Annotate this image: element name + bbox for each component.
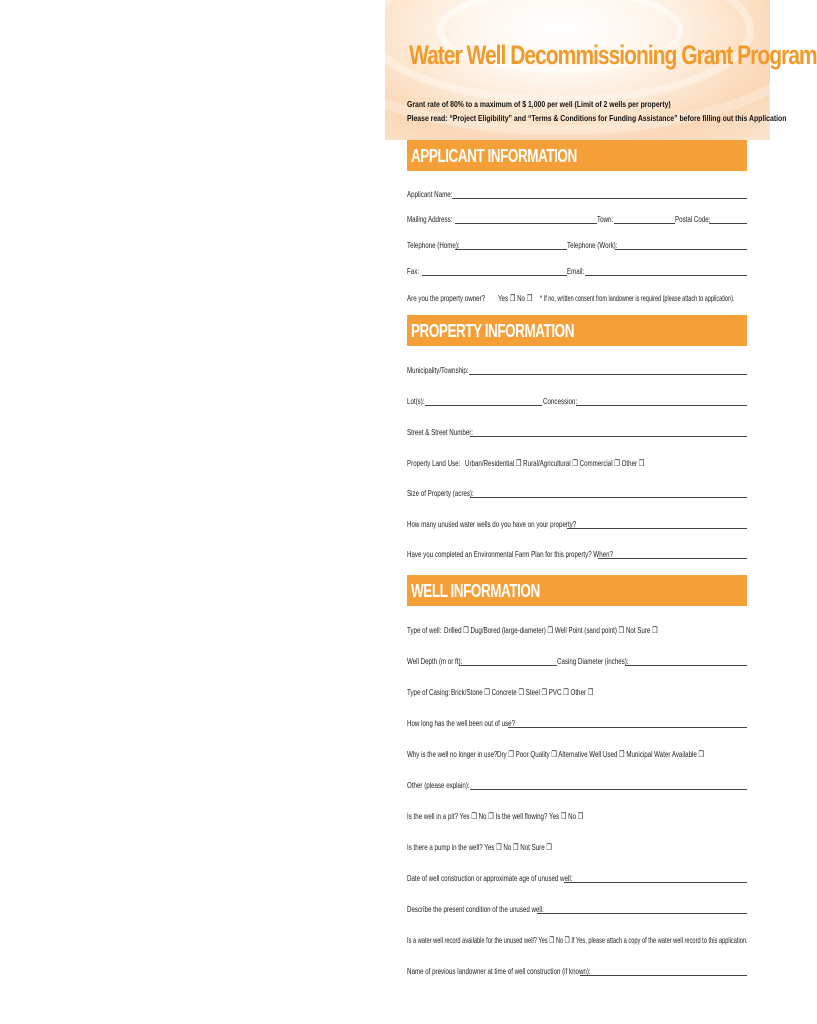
concession-field[interactable] — [576, 405, 747, 406]
mailing-address-field[interactable] — [455, 223, 597, 224]
other-explain-field[interactable] — [470, 789, 747, 790]
farm-plan-field[interactable] — [598, 558, 747, 559]
previous-owner-field[interactable] — [580, 975, 747, 976]
unused-wells-label: How many unused water wells do you have on your property? — [407, 519, 577, 529]
land-use-row — [407, 458, 747, 470]
form-title: Water Well Decommissioning Grant Program — [409, 40, 817, 70]
street-label: Street & Street Number: — [407, 427, 474, 437]
fax-field[interactable] — [422, 275, 567, 276]
well-type-checkboxes[interactable]: Drilled ❒ Dug/Bored (large-diameter) ❒ Well Point (sand point) ❒ Not Sure ❒ — [444, 625, 658, 635]
property-owner-question: Are you the property owner? — [407, 293, 486, 303]
property-size-label: Size of Property (acres): — [407, 488, 474, 498]
land-use-label: Property Land Use: — [407, 458, 461, 468]
unused-wells-row — [407, 519, 747, 531]
property-size-field[interactable] — [470, 497, 747, 498]
telephone-home-label: Telephone (Home): — [407, 240, 460, 250]
applicant-name-label: Applicant Name: — [407, 189, 453, 199]
out-of-use-label: How long has the well been out of use? — [407, 718, 516, 728]
casing-type-row — [407, 687, 747, 699]
well-record-question[interactable]: Is a water well record available for the unused well? Yes ❒ No ❒ If Yes, please attach a copy of the water well record to this application. — [407, 935, 748, 945]
telephone-home-field[interactable] — [455, 249, 567, 250]
applicant-name-field[interactable] — [452, 198, 747, 199]
why-not-used-row — [407, 749, 747, 761]
applicant-section-header — [407, 140, 747, 171]
well-depth-field[interactable] — [459, 665, 557, 666]
fax-email-row — [407, 266, 747, 278]
well-depth-row — [407, 656, 747, 668]
applicant-name-row — [407, 189, 747, 201]
postal-code-field[interactable] — [709, 223, 747, 224]
pit-flowing-row — [407, 811, 747, 823]
unused-wells-field[interactable] — [567, 528, 747, 529]
other-explain-row — [407, 780, 747, 792]
lots-field[interactable] — [425, 405, 542, 406]
street-field[interactable] — [470, 436, 747, 437]
well-section-header — [407, 575, 747, 606]
landowner-consent-note: * If no, written consent from landowner is required (please attach to application). — [540, 293, 735, 303]
read-instructions-text: Please read: “Project Eligibility” and “Terms & Conditions for Funding Assistance” before filling out this Application — [407, 113, 787, 123]
grant-rate-text: Grant rate of 80% to a maximum of $ 1,000 per well (Limit of 2 wells per property) — [407, 99, 671, 109]
well-record-row — [407, 935, 747, 947]
municipality-field[interactable] — [469, 374, 747, 375]
casing-diameter-field[interactable] — [625, 665, 747, 666]
section-title: WELL INFORMATION — [411, 581, 540, 601]
email-field[interactable] — [585, 275, 747, 276]
why-not-used-checkboxes[interactable]: Dry ❒ Poor Quality ❒ Alternative Well Used ❒ Municipal Water Available ❒ — [497, 749, 705, 759]
section-title: PROPERTY INFORMATION — [411, 321, 575, 341]
town-field[interactable] — [614, 223, 675, 224]
street-row — [407, 427, 747, 439]
previous-owner-label: Name of previous landowner at time of well construction (if known): — [407, 966, 591, 976]
town-label: Town: — [597, 214, 614, 224]
condition-field[interactable] — [537, 913, 747, 914]
well-type-row — [407, 625, 747, 637]
telephone-work-field[interactable] — [615, 249, 747, 250]
casing-type-label: Type of Casing: — [407, 687, 450, 697]
previous-owner-row — [407, 966, 747, 978]
construction-date-label: Date of well construction or approximate age of unused well: — [407, 873, 573, 883]
condition-row — [407, 904, 747, 916]
property-owner-row — [407, 293, 747, 305]
property-size-row — [407, 488, 747, 500]
concession-label: Concession: — [543, 396, 578, 406]
municipality-row — [407, 365, 747, 377]
pump-row — [407, 842, 747, 854]
why-not-used-label: Why is the well no longer in use? — [407, 749, 498, 759]
mailing-address-row — [407, 214, 747, 226]
well-depth-label: Well Depth (m or ft): — [407, 656, 463, 666]
telephone-work-label: Telephone (Work): — [567, 240, 618, 250]
well-type-label: Type of well: — [407, 625, 442, 635]
mailing-address-label: Mailing Address: — [407, 214, 453, 224]
lot-concession-row — [407, 396, 747, 408]
farm-plan-label: Have you completed an Environmental Farm Plan for this property? When? — [407, 549, 614, 559]
other-explain-label: Other (please explain): — [407, 780, 470, 790]
casing-type-checkboxes[interactable]: Brick/Stone ❒ Concrete ❒ Steel ❒ PVC ❒ Other ❒ — [451, 687, 594, 697]
email-label: Email: — [567, 266, 585, 276]
property-section-header — [407, 315, 747, 346]
construction-date-field[interactable] — [564, 882, 747, 883]
section-title: APPLICANT INFORMATION — [411, 146, 577, 166]
pump-question[interactable]: Is there a pump in the well? Yes ❒ No ❒ Not Sure ❒ — [407, 842, 552, 852]
construction-date-row — [407, 873, 747, 885]
property-owner-checkboxes[interactable]: Yes ❒ No ❒ — [498, 293, 533, 303]
land-use-checkboxes[interactable]: Urban/Residential ❒ Rural/Agricultural ❒ Commercial ❒ Other ❒ — [465, 458, 645, 468]
form-page — [385, 0, 817, 1024]
farm-plan-row — [407, 549, 747, 561]
lots-label: Lot(s): — [407, 396, 425, 406]
fax-label: Fax: — [407, 266, 420, 276]
condition-label: Describe the present condition of the unused well: — [407, 904, 544, 914]
postal-code-label: Postal Code: — [675, 214, 711, 224]
out-of-use-field[interactable] — [508, 727, 747, 728]
telephone-row — [407, 240, 747, 252]
municipality-label: Municipality/Township: — [407, 365, 469, 375]
pit-flowing-questions[interactable]: Is the well in a pit? Yes ❒ No ❒ Is the well flowing? Yes ❒ No ❒ — [407, 811, 584, 821]
out-of-use-row — [407, 718, 747, 730]
casing-diameter-label: Casing Diameter (inches): — [557, 656, 629, 666]
